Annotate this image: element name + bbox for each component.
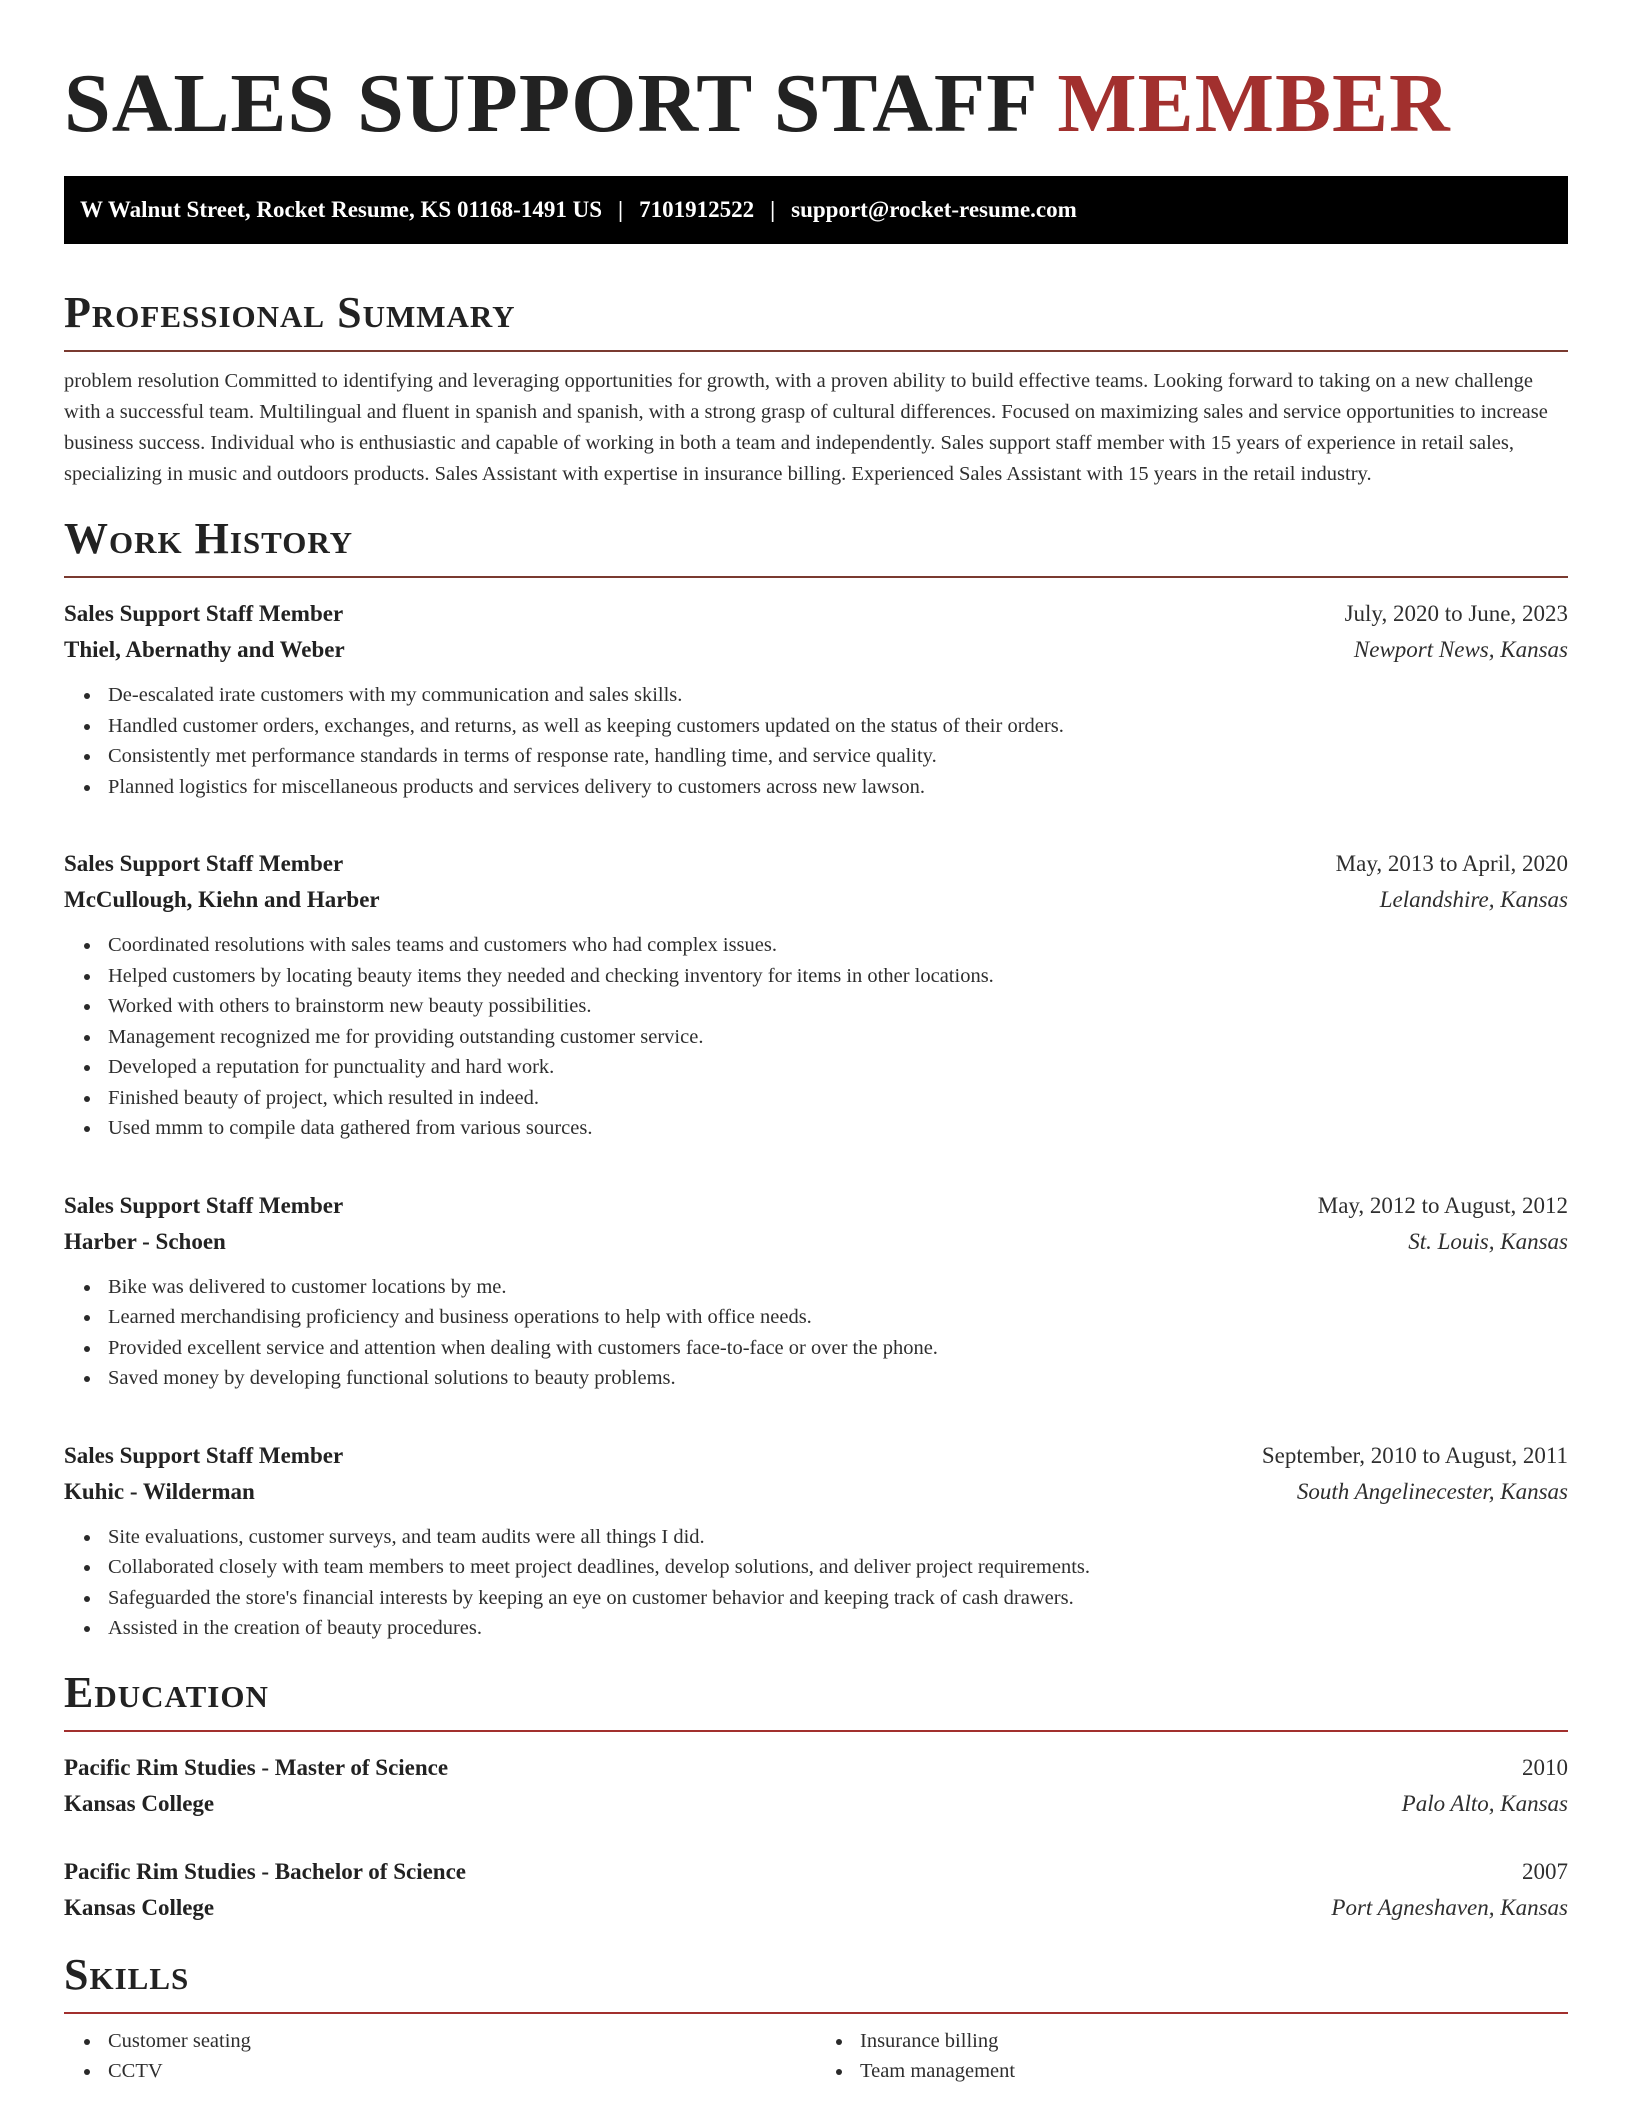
job-company: Harber - Schoen [64, 1228, 226, 1254]
skill-item: CCTV [108, 2056, 816, 2087]
education-year: 2010 [1522, 1754, 1568, 1780]
list-item: Site evaluations, customer surveys, and team audits were all things I did. [108, 1522, 1568, 1553]
job-bullets [64, 930, 1568, 1144]
list-item: Helped customers by locating beauty items they needed and checking inventory for items in other locations. [108, 961, 1568, 992]
section-divider [64, 2012, 1568, 2014]
list-item: Bike was delivered to customer locations by me. [108, 1272, 1568, 1303]
job-dates: September, 2010 to August, 2011 [1261, 1442, 1568, 1468]
education-school: Kansas College [64, 1894, 215, 1920]
skill-item: Insurance billing [860, 2026, 1568, 2057]
list-item: Assisted in the creation of beauty procedures. [108, 1613, 1568, 1644]
job-dates: May, 2013 to April, 2020 [1335, 851, 1568, 876]
job-entry [64, 846, 1568, 1144]
job-location: South Angelinecester, Kansas [1296, 1478, 1568, 1504]
job-location: Newport News, Kansas [1353, 637, 1568, 662]
list-item: Learned merchandising proficiency and business operations to help with office needs. [108, 1302, 1568, 1333]
summary-heading: Professional Summary [64, 288, 516, 337]
list-item: Used mmm to compile data gathered from various sources. [108, 1113, 1568, 1144]
list-item: Safeguarded the store's financial interests by keeping an eye on customer behavior and keeping track of cash drawers. [108, 1583, 1568, 1614]
education-year: 2007 [1522, 1858, 1568, 1884]
list-item: Management recognized me for providing outstanding customer service. [108, 1022, 1568, 1053]
list-item: Saved money by developing functional solutions to beauty problems. [108, 1363, 1568, 1394]
skills-list-left [64, 2026, 816, 2087]
skill-item: Team management [860, 2056, 1568, 2087]
name-main: SALES SUPPORT STAFF [64, 57, 1036, 150]
list-item: Consistently met performance standards in terms of response rate, handling time, and service quality. [108, 741, 1568, 772]
job-dates: July, 2020 to June, 2023 [1344, 601, 1568, 626]
skills-list-right [816, 2026, 1568, 2087]
section-divider [64, 576, 1568, 578]
education-heading: Education [64, 1667, 269, 1717]
job-company: McCullough, Kiehn and Harber [64, 887, 380, 912]
job-entry [64, 596, 1568, 802]
job-role: Sales Support Staff Member [64, 1442, 344, 1468]
contact-separator: | [617, 197, 624, 222]
education-school: Kansas College [64, 1790, 215, 1816]
contact-separator: | [770, 197, 776, 222]
work-history-heading: Work History [64, 514, 354, 563]
contact-bar [64, 176, 1568, 244]
job-location: Lelandshire, Kansas [1379, 887, 1568, 912]
list-item: Worked with others to brainstorm new beauty possibilities. [108, 991, 1568, 1022]
education-degree: Pacific Rim Studies - Bachelor of Science [64, 1858, 467, 1884]
resume-name [64, 56, 1568, 152]
list-item: Collaborated closely with team members to meet project deadlines, develop solutions, and deliver project requirements. [108, 1552, 1568, 1583]
education-entry [64, 1750, 1568, 1822]
job-bullets [64, 680, 1568, 802]
contact-address: W Walnut Street, Rocket Resume, KS 01168-1491 US [80, 197, 602, 222]
skills-columns [64, 2026, 1568, 2087]
education-location: Port Agneshaven, Kansas [1331, 1894, 1568, 1920]
section-divider [64, 1730, 1568, 1732]
name-accent: MEMBER [1057, 57, 1451, 150]
contact-email: support@rocket-resume.com [791, 197, 1077, 222]
job-entry [64, 1188, 1568, 1394]
list-item: Provided excellent service and attention when dealing with customers face-to-face or over the phone. [108, 1333, 1568, 1364]
list-item: De-escalated irate customers with my communication and sales skills. [108, 680, 1568, 711]
job-role: Sales Support Staff Member [64, 1192, 344, 1218]
job-dates: May, 2012 to August, 2012 [1317, 1192, 1568, 1218]
summary-text: problem resolution Committed to identifying and leveraging opportunities for growth, with a proven ability to build effective teams. Looking forward to taking on a new challenge with a successful team. Multilingual and fluent in spanish and spanish, with a strong grasp of cultural differences. Focused on maximizing sales and service opportunities to increase business success. Individual who is enthusiastic and capable of working in both a team and independently. Sales support staff member with 15 years of experience in retail sales, specializing in music and outdoors products. Sales Assistant with expertise in insurance billing. Experienced Sales Assistant with 15 years in the retail industry. [64, 370, 1548, 485]
education-degree: Pacific Rim Studies - Master of Science [64, 1754, 449, 1780]
job-company: Thiel, Abernathy and Weber [64, 637, 345, 662]
list-item: Handled customer orders, exchanges, and returns, as well as keeping customers updated on the status of their orders. [108, 711, 1568, 742]
job-entry [64, 1438, 1568, 1644]
list-item: Planned logistics for miscellaneous products and services delivery to customers across new lawson. [108, 772, 1568, 803]
job-bullets [64, 1272, 1568, 1394]
education-entry [64, 1854, 1568, 1926]
education-location: Palo Alto, Kansas [1401, 1790, 1568, 1816]
list-item: Finished beauty of project, which resulted in indeed. [108, 1083, 1568, 1114]
job-bullets [64, 1522, 1568, 1644]
list-item: Coordinated resolutions with sales teams and customers who had complex issues. [108, 930, 1568, 961]
job-role: Sales Support Staff Member [64, 601, 344, 626]
job-company: Kuhic - Wilderman [64, 1478, 255, 1504]
job-role: Sales Support Staff Member [64, 851, 344, 876]
job-location: St. Louis, Kansas [1408, 1228, 1568, 1254]
skills-heading: Skills [64, 1949, 190, 1999]
skill-item: Customer seating [108, 2026, 816, 2057]
contact-phone: 7101912522 [639, 197, 755, 222]
list-item: Developed a reputation for punctuality and hard work. [108, 1052, 1568, 1083]
section-divider [64, 350, 1568, 352]
